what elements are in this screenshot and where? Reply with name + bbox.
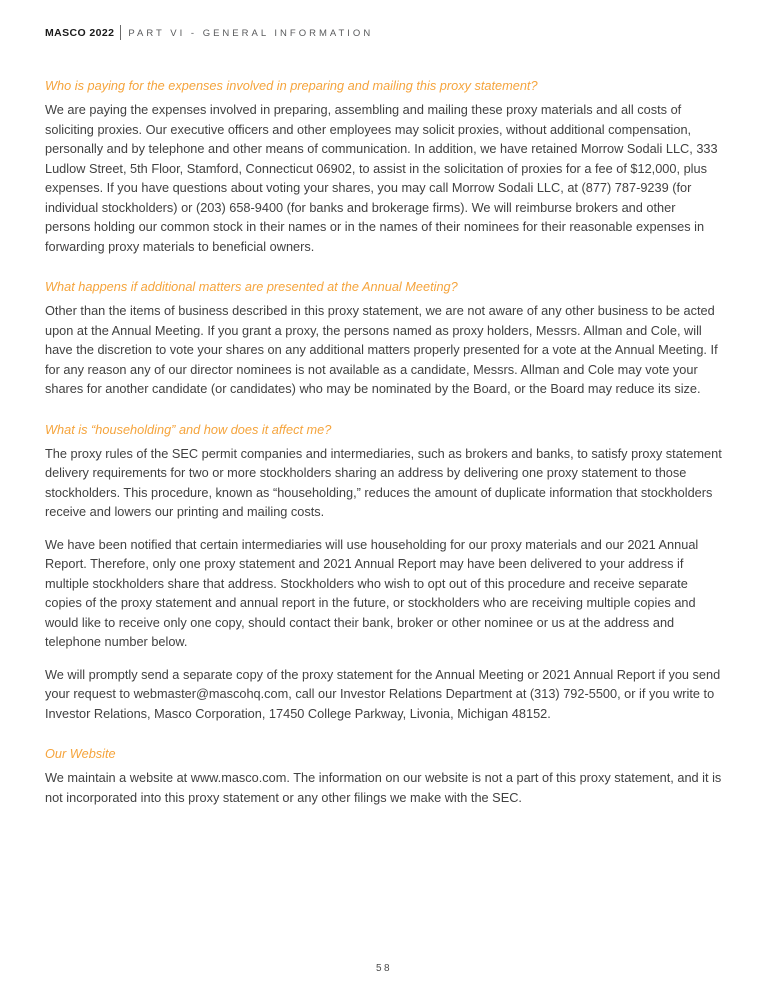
part-section-label: PART VI - GENERAL INFORMATION [128, 27, 374, 39]
paragraph: We will promptly send a separate copy of the proxy statement for the Annual Meeting or 2021 Annual Report if you send your request to webmaster@mascohq.com, call our Investor Relations Department at (313) 792-5500, or if you write to Investor Relations, Masco Corporation, 17450 College Parkway, Livonia, Michigan 48152. [45, 666, 721, 721]
page-header [45, 25, 723, 40]
paragraph: We maintain a website at www.masco.com. The information on our website is not a part of this proxy statement, and it is not incorporated into this proxy statement or any other filings we make with the SEC. [45, 770, 722, 805]
brand-label: MASCO 2022 [45, 26, 115, 39]
section-heading-householding: What is “householding” and how does it affect me? [45, 421, 332, 437]
header-divider [120, 25, 121, 40]
section-householding [45, 422, 723, 724]
section-heading-additional-matters: What happens if additional matters are presented at the Annual Meeting? [45, 279, 458, 294]
section-proxy-expenses [45, 78, 723, 256]
page-content [45, 78, 723, 807]
page-number: 58 [375, 963, 393, 974]
paragraph: The proxy rules of the SEC permit companies and intermediaries, such as brokers and banks, to satisfy proxy statement delivery requirements for two or more stockholders sharing an address by delivering one proxy statement to those stockholders. This procedure, known as “householding,” reduces the amount of duplicate information that stockholders receive and lowers our printing and mailing costs. [45, 445, 722, 519]
section-heading-our-website: Our Website [45, 746, 116, 761]
paragraph: Other than the items of business described in this proxy statement, we are not aware of any other business to be acted upon at the Annual Meeting. If you grant a proxy, the persons named as proxy holders, Messrs. Allman and Cole, will have the discretion to vote your shares on any additional matters properly presented for a vote at the Annual Meeting. If for any reason any of our director nominees is not available as a candidate, Messrs. Allman and Cole may vote your shares for another candidate (or candidates) who may be nominated by the Board, or the Board may reduce its size. [45, 303, 718, 396]
paragraph: We are paying the expenses involved in preparing, assembling and mailing these proxy materials and all costs of soliciting proxies. Our executive officers and other employees may solicit proxies, without additional compensation, personally and by telephone and other means of communication. In addition, we have retained Morrow Sodali LLC, 333 Ludlow Street, 5th Floor, Stamford, Connecticut 06902, to assist in the solicitation of proxies for a fee of $12,000, plus expenses. If you have questions about voting your shares, you may call Morrow Sodali LLC, at (877) 787-9239 (for individual stockholders) or (203) 658-9400 (for banks and brokerage firms). We will reimburse brokers and other persons holding our common stock in their names or in the names of their nominees for their reasonable expenses in forwarding proxy materials to beneficial owners. [45, 102, 718, 254]
section-additional-matters [45, 279, 723, 399]
section-our-website [45, 746, 723, 807]
section-heading-proxy-expenses: Who is paying for the expenses involved in preparing and mailing this proxy statement? [45, 78, 538, 93]
paragraph: We have been notified that certain intermediaries will use householding for our proxy materials and our 2021 Annual Report. Therefore, only one proxy statement and 2021 Annual Report may have been delivered to your address if multiple stockholders share that address. Stockholders who wish to opt out of this procedure and receive separate copies of the proxy statement and annual report in the future, or stockholders who are receiving multiple copies and would like to receive only one copy, should contact their bank, broker or other nominee or us at the address and telephone number below. [45, 536, 699, 649]
